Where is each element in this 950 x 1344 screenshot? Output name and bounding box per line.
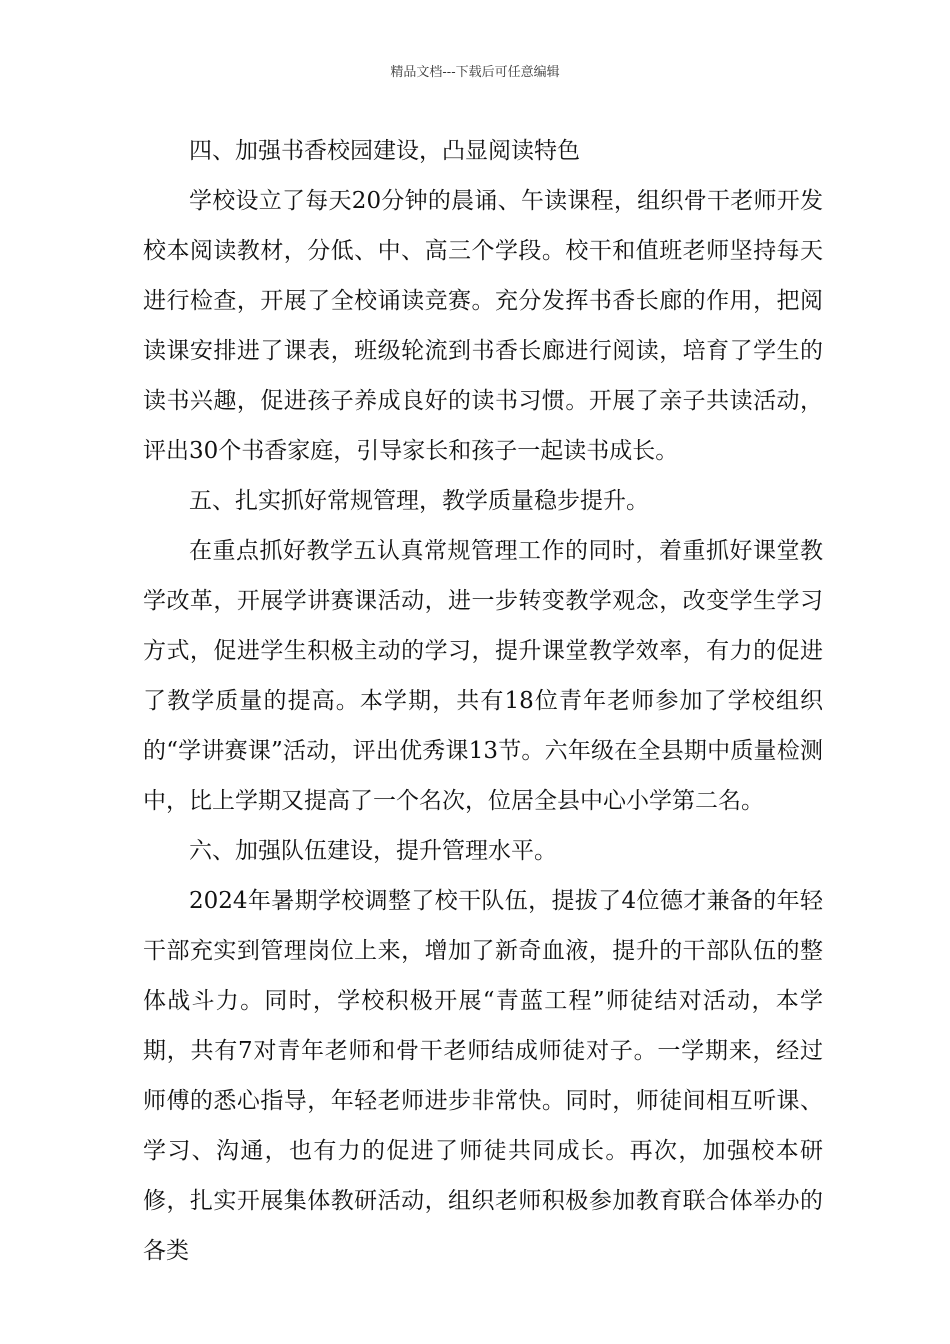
section-5 — [143, 476, 823, 826]
section-heading: 四、加强书香校园建设，凸显阅读特色 — [189, 138, 580, 164]
page-header: 精品文档---下载后可任意编辑 — [390, 65, 560, 80]
section-4 — [143, 126, 823, 476]
paragraph: 学校设立了每天20分钟的晨诵、午读课程，组织骨干老师开发校本阅读教材，分低、中、高三个学段。校干和值班老师坚持每天进行检查，开展了全校诵读竞赛。充分发挥书香长廊的作用，把阅读课安排进了课表，班级轮流到书香长廊进行阅读，培育了学生的读书兴趣，促进孩子养成良好的读书习惯。开展了亲子共读活动，评出30个书香家庭，引导家长和孩子一起读书成长。 — [143, 188, 823, 464]
section-heading: 五、扎实抓好常规管理，教学质量稳步提升。 — [189, 488, 649, 514]
document-body — [143, 126, 823, 1276]
paragraph: 在重点抓好教学五认真常规管理工作的同时，着重抓好课堂教学改革，开展学讲赛课活动，进一步转变教学观念，改变学生学习方式，促进学生积极主动的学习，提升课堂教学效率，有力的促进了教学质量的提高。本学期，共有18位青年老师参加了学校组织的“学讲赛课”活动，评出优秀课13节。六年级在全县期中质量检测中，比上学期又提高了一个名次，位居全县中心小学第二名。 — [143, 538, 823, 814]
paragraph: 2024年暑期学校调整了校干队伍，提拔了4位德才兼备的年轻干部充实到管理岗位上来，增加了新奇血液，提升的干部队伍的整体战斗力。同时，学校积极开展“青蓝工程”师徒结对活动，本学期，共有7对青年老师和骨干老师结成师徒对子。一学期来，经过师傅的悉心指导，年轻老师进步非常快。同时，师徒间相互听课、学习、沟通，也有力的促进了师徒共同成长。再次，加强校本研修，扎实开展集体教研活动，组织老师积极参加教育联合体举办的各类 — [143, 888, 823, 1264]
section-heading: 六、加强队伍建设，提升管理水平。 — [189, 838, 557, 864]
section-6 — [143, 826, 823, 1276]
